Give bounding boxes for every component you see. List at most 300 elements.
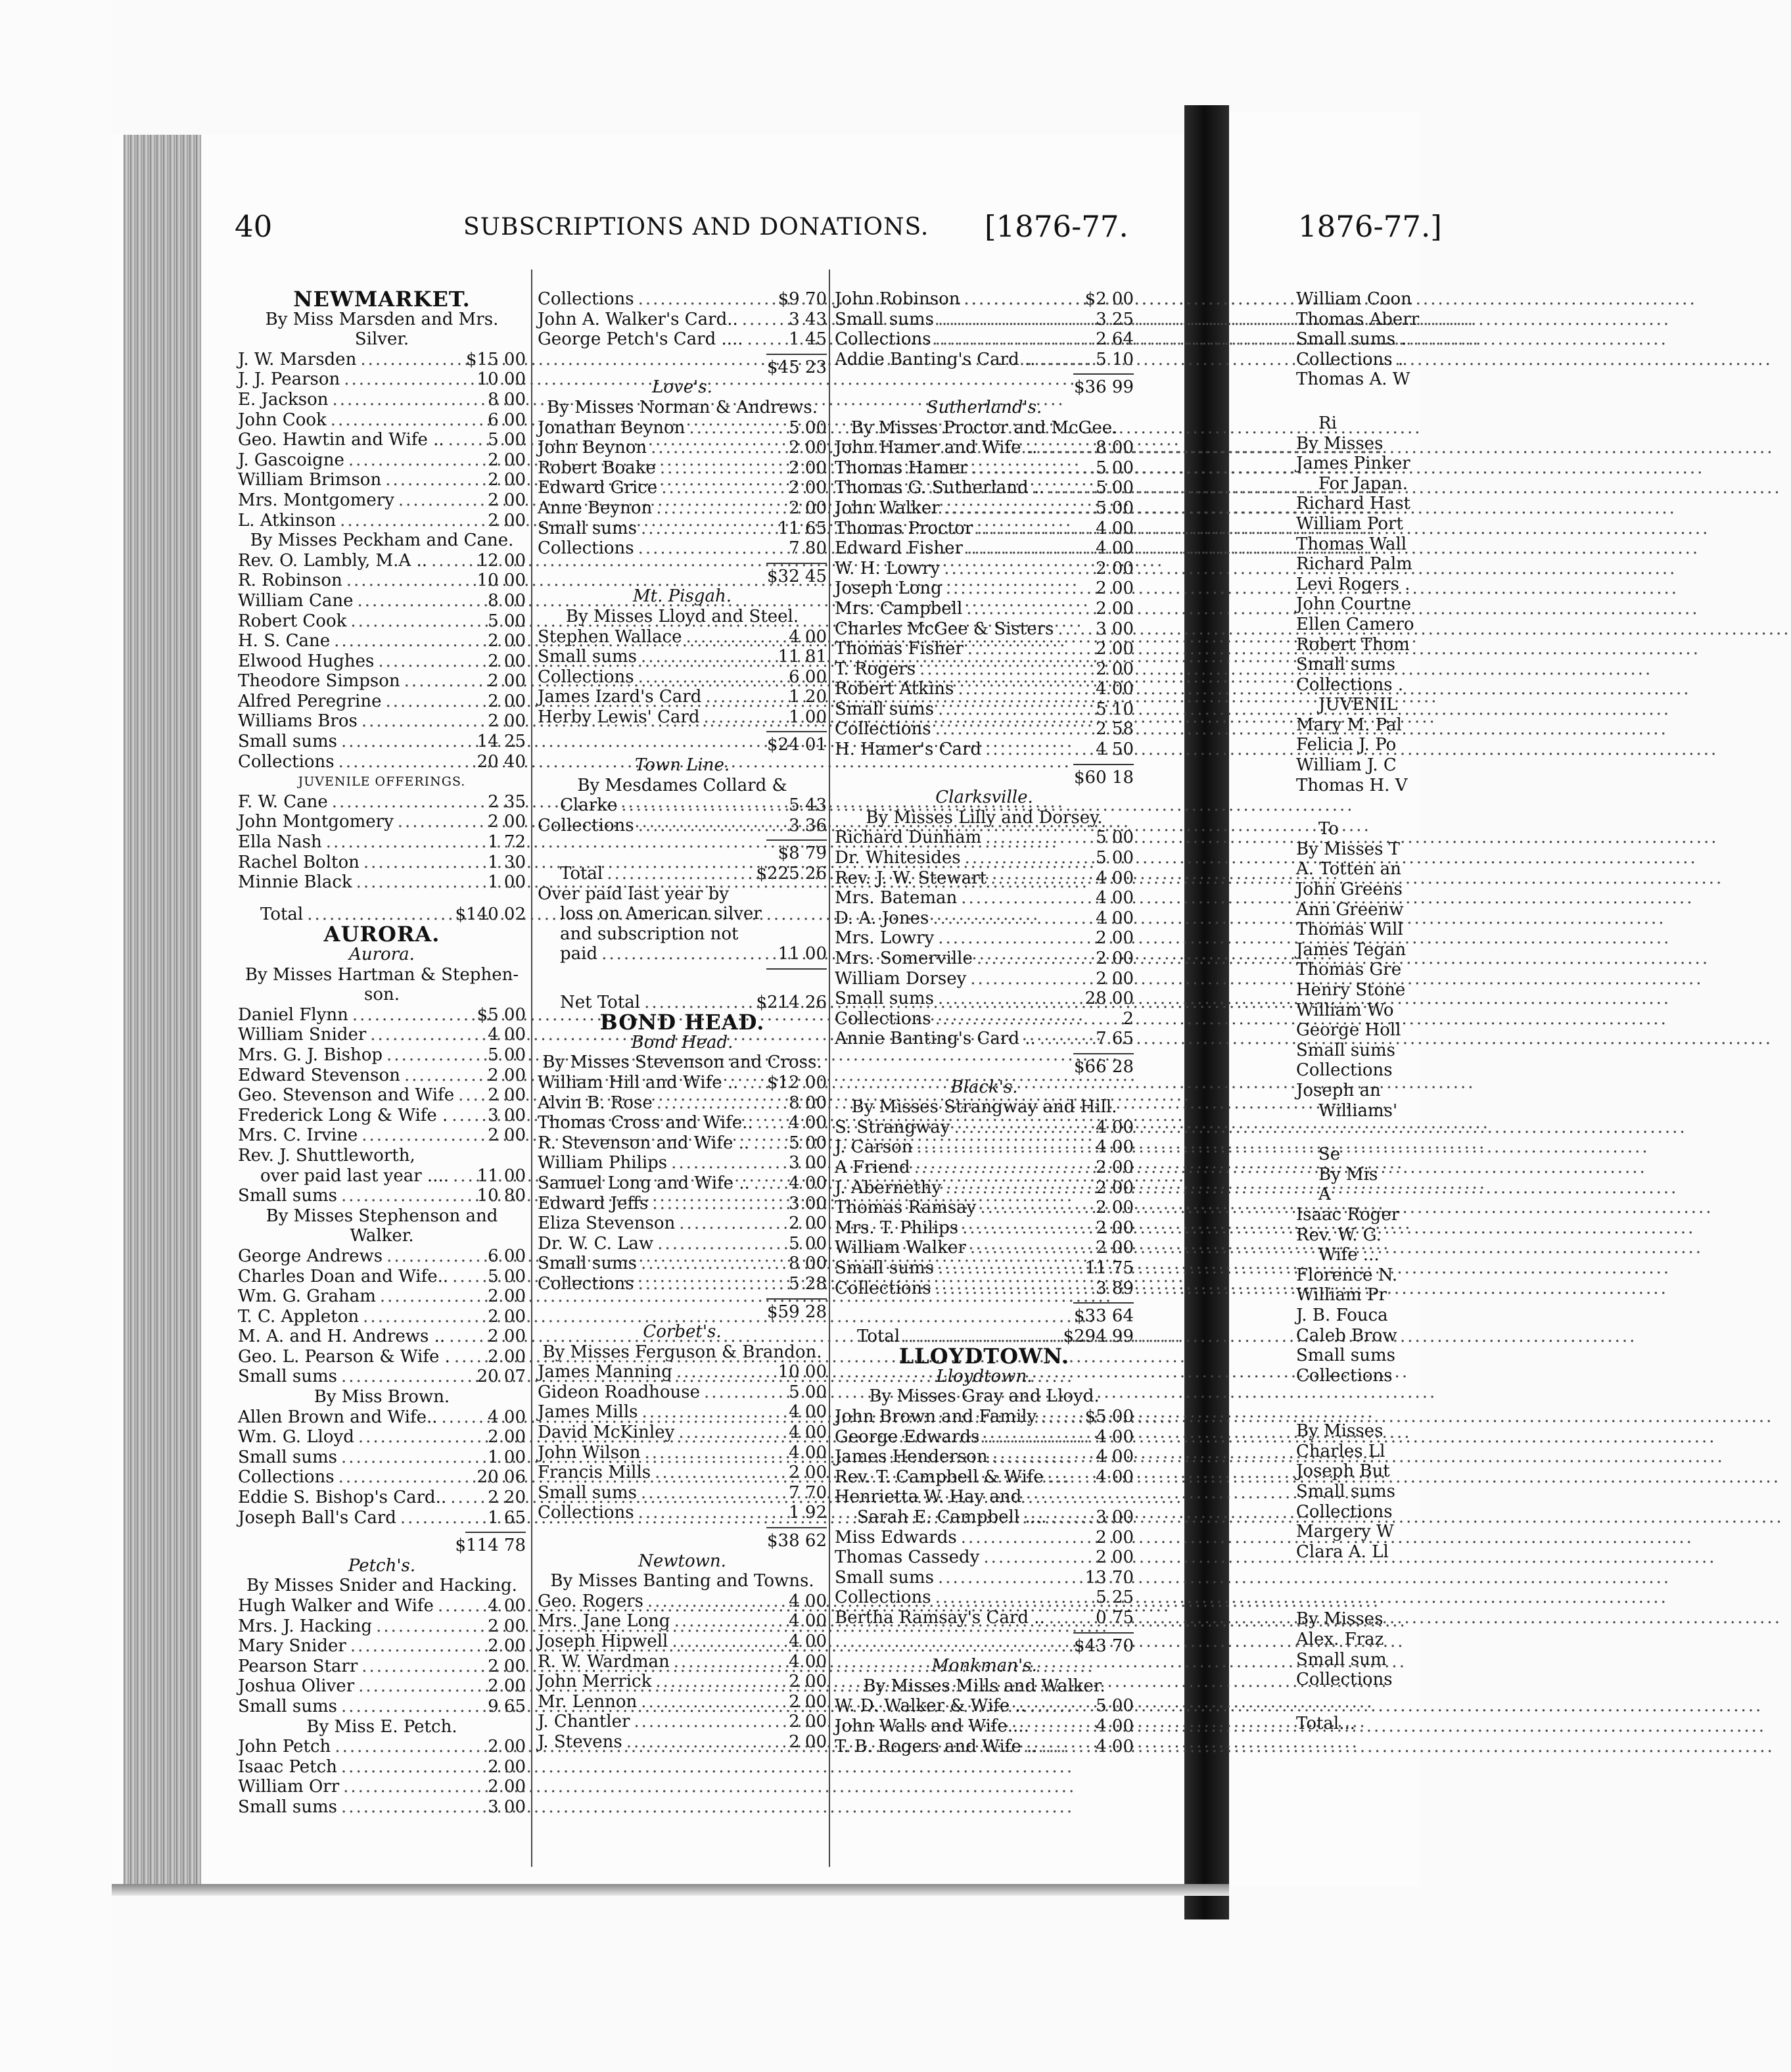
entry-row <box>238 551 526 571</box>
entry-row <box>538 519 827 539</box>
entry-amount: 8 00 <box>488 590 526 611</box>
text-line: Alex. Fraz <box>1296 1630 1384 1650</box>
location-heading: Town Line. <box>634 755 730 776</box>
entry-row <box>835 1467 1134 1488</box>
entry-amount: 3 00 <box>488 1797 526 1817</box>
entry-amount: 2 00 <box>789 438 827 458</box>
entry-amount: 2 00 <box>488 1616 526 1636</box>
entry-row <box>538 438 827 458</box>
location-heading: Lloydtown. <box>936 1366 1033 1386</box>
entry-row <box>238 1737 526 1757</box>
entry-name: Eliza Stevenson ..... <box>538 1213 762 1234</box>
entry-row <box>538 1483 827 1503</box>
entry-amount: 5 10 <box>1096 349 1134 369</box>
collector-line: By Misses Norman & Andrews. <box>547 397 818 417</box>
collector-line: By Misses Snider and Hacking. <box>246 1576 517 1596</box>
entry-row <box>835 619 1134 640</box>
entry-amount: 11 00 <box>477 1166 526 1186</box>
entry-name: Daniel Flynn ..... <box>238 1005 461 1025</box>
entry-row <box>835 559 1134 579</box>
text-line: Ann Greenw <box>1296 899 1404 920</box>
entry-name: John Walker ..... <box>835 498 1069 519</box>
entry-name: Total ..... <box>238 905 451 925</box>
entry-name: Total ..... <box>835 1327 1059 1347</box>
entry-row <box>238 853 526 873</box>
subtotal <box>538 839 827 864</box>
entry-row <box>538 1073 827 1093</box>
subtotal <box>835 1053 1134 1077</box>
text-line: Thomas Gre <box>1296 960 1402 980</box>
entry-name: Mrs. Lowry ..... <box>835 928 1069 949</box>
entry-row <box>238 1186 526 1206</box>
entry-row <box>238 1616 526 1637</box>
entry-amount: $214 26 <box>756 992 827 1012</box>
entry-amount: 11 81 <box>778 647 827 667</box>
entry-row <box>835 1118 1134 1138</box>
entry-name: L. Atkinson ..... <box>238 511 461 531</box>
entry-amount: 5 00 <box>789 417 827 438</box>
entry-row <box>835 1447 1134 1467</box>
entry-amount: 5 00 <box>1096 828 1134 848</box>
entry-amount: 4 00 <box>1096 1467 1134 1487</box>
entry-amount: 8 00 <box>1096 438 1134 458</box>
entry-name: Mrs. Montgomery ..... <box>238 490 461 511</box>
entry-row <box>835 1737 1134 1757</box>
entry-amount: 4 00 <box>1096 1736 1134 1756</box>
entry-amount: 2 00 <box>789 1712 827 1732</box>
entry-amount: 2 00 <box>789 1213 827 1234</box>
entry-amount: 4 00 <box>789 1173 827 1193</box>
text-line: J. B. Fouca <box>1296 1305 1388 1325</box>
entry-name: John Robinson ..... <box>835 289 1069 310</box>
entry-name: S. Strangway ..... <box>835 1118 1069 1138</box>
text-line: Small sums <box>1296 1482 1395 1502</box>
text-line: George Holl <box>1296 1020 1401 1041</box>
entry-name: George Petch's Card .... ..... <box>538 329 762 350</box>
entry-row <box>835 1608 1134 1628</box>
entry-amount: 2 00 <box>488 1656 526 1676</box>
entry-name: T. Rogers ..... <box>835 659 1069 680</box>
entry-row <box>238 905 526 925</box>
entry-name: Robert Boake ..... <box>538 458 762 479</box>
location-heading: Corbet's. <box>643 1322 722 1342</box>
entry-name: J. W. Marsden ..... <box>238 350 461 370</box>
entry-name: John Cook ..... <box>238 410 461 431</box>
entry-name: Collections ..... <box>238 1467 461 1488</box>
subtotal-amount: $33 64 <box>1074 1306 1134 1327</box>
entry-amount: 4 00 <box>1096 518 1134 538</box>
entry-name: Mrs. Somerville ..... <box>835 949 1069 969</box>
entry-amount: 2 00 <box>1096 1157 1134 1177</box>
subtotal <box>835 373 1134 398</box>
text-line: Collections <box>1296 1365 1393 1386</box>
entry-name: Thomas Cross and Wife.. ..... <box>538 1113 762 1133</box>
entry-amount: 3 36 <box>789 815 827 836</box>
entry-row <box>538 1113 827 1133</box>
entry-row <box>538 1503 827 1523</box>
entry-name: T. B. Rogers and Wife .. ..... <box>835 1737 1069 1757</box>
entry-amount: 2 00 <box>488 631 526 651</box>
entry-name: Geo. Rogers ..... <box>538 1591 762 1612</box>
entry-name: John Walls and Wife.... ..... <box>835 1716 1069 1737</box>
entry-name: David McKinley ..... <box>538 1423 762 1443</box>
entry-amount: 5 10 <box>1096 699 1134 719</box>
entry-row <box>835 1696 1134 1716</box>
entry-amount: 2 00 <box>488 691 526 711</box>
entry-row <box>238 1676 526 1697</box>
entry-row <box>238 1286 526 1307</box>
entry-row <box>238 1246 526 1267</box>
text-line: JUVENIL <box>1318 695 1398 715</box>
entry-name: William Brimson ..... <box>238 470 461 490</box>
entry-name: Hugh Walker and Wife ..... <box>238 1596 461 1616</box>
entry-row <box>238 1327 526 1347</box>
entry-amount: 2 00 <box>488 470 526 490</box>
subsection-caption: JUVENILE OFFERINGS. <box>298 774 466 789</box>
subtotal-amount: $24 01 <box>767 735 827 755</box>
entry-row <box>538 1213 827 1234</box>
column-1 <box>238 289 526 1818</box>
collector-line: By Misses Ferguson & Brandon. <box>542 1342 822 1362</box>
entry-name: W. H. Lowry ..... <box>835 559 1069 579</box>
entry-row <box>835 639 1134 659</box>
subtotal <box>538 563 827 587</box>
entry-amount: $225 26 <box>756 864 827 884</box>
entry-name: Wm. G. Lloyd ..... <box>238 1427 461 1448</box>
text-line: Clara A. Ll <box>1296 1542 1389 1562</box>
entry-name: over paid last year .... ..... <box>238 1166 461 1187</box>
entry-row <box>835 1029 1134 1049</box>
entry-amount: 4 00 <box>488 1596 526 1616</box>
entry-amount: 5 28 <box>789 1273 827 1294</box>
entry-amount: 0 75 <box>1096 1608 1134 1628</box>
entry-row <box>835 989 1134 1009</box>
entry-name: Thomas Ramsay ..... <box>835 1198 1069 1218</box>
entry-row <box>238 1697 526 1717</box>
entry-name: John Brown and Family ..... <box>835 1407 1069 1427</box>
text-line: Ri <box>1318 413 1337 433</box>
spacer <box>1296 1574 1428 1586</box>
collector-line: By Misses Banting and Towns. <box>550 1571 814 1591</box>
text-line: Isaac Roger <box>1296 1204 1400 1225</box>
entry-name: Mrs. Jane Long ..... <box>538 1611 762 1632</box>
right-page-year: 1876-77.] <box>1298 209 1442 244</box>
entry-amount: 2 00 <box>1096 968 1134 989</box>
entry-amount: 5 00 <box>789 1233 827 1254</box>
entry-name: Gideon Roadhouse ..... <box>538 1382 762 1403</box>
entry-name: R. Robinson ..... <box>238 571 461 591</box>
entry-row <box>238 1508 526 1528</box>
entry-amount: 28 00 <box>1084 989 1134 1009</box>
entry-amount: 4 00 <box>488 1407 526 1427</box>
entry-name: Francis Mills ..... <box>538 1463 762 1483</box>
text-line: Collections . <box>1296 674 1404 695</box>
entry-row <box>835 538 1134 559</box>
entry-amount: $5 00 <box>1084 1407 1134 1427</box>
collector-line: By Miss E. Petch. <box>306 1716 457 1737</box>
entry-row <box>538 667 827 688</box>
entry-amount: 5 43 <box>789 795 827 816</box>
collector-line: By Mesdames Collard & <box>577 775 787 795</box>
text-line: Robert Thom <box>1296 634 1410 655</box>
entry-row <box>835 1238 1134 1258</box>
entry-name: Alvin B. Rose ..... <box>538 1093 762 1114</box>
entry-name: Small sums ..... <box>238 1186 461 1206</box>
entry-amount: 7 80 <box>789 538 827 559</box>
entry-row <box>238 591 526 611</box>
entry-name: William Orr ..... <box>238 1777 461 1797</box>
entry-name: William Snider ..... <box>238 1025 461 1045</box>
text-line: James Tegan <box>1296 939 1407 960</box>
entry-name: George Edwards ..... <box>835 1427 1069 1448</box>
section-heading: LLOYDTOWN. <box>898 1344 1070 1369</box>
subtotal-amount: $38 62 <box>767 1531 827 1551</box>
entry-row <box>238 651 526 672</box>
subtotal-amount: $45 23 <box>767 357 827 377</box>
subtotal <box>538 731 827 755</box>
entry-amount: 1 00 <box>789 707 827 727</box>
entry-amount: 13 70 <box>1084 1567 1134 1588</box>
entry-amount: 2 00 <box>1096 1177 1134 1198</box>
entry-amount: 7 65 <box>1096 1029 1134 1049</box>
entry-row <box>238 1125 526 1146</box>
subtotal <box>835 1302 1134 1327</box>
entry-amount: 2 00 <box>488 1676 526 1697</box>
entry-amount: 2 00 <box>488 1346 526 1367</box>
entry-name: Dr. W. C. Law ..... <box>538 1234 762 1254</box>
entry-amount: 2 00 <box>789 1691 827 1712</box>
entry-amount: 4 00 <box>789 1442 827 1463</box>
entry-name: A Friend ..... <box>835 1158 1069 1178</box>
collector-line: By Misses Lilly and Dorsey. <box>866 807 1103 828</box>
collector-line: By Misses Gray and Lloyd. <box>869 1386 1100 1407</box>
section-heading: AURORA. <box>323 922 440 947</box>
entry-name: Small sums ..... <box>238 732 461 752</box>
entry-row <box>835 1279 1134 1299</box>
entry-name: R. W. Wardman ..... <box>538 1652 762 1672</box>
entry-amount: 8 00 <box>488 389 526 410</box>
location-heading: Mt. Pisgah. <box>633 586 732 607</box>
text-line: By Mis <box>1318 1164 1378 1185</box>
entry-row <box>835 848 1134 868</box>
entry-amount: 4 00 <box>1096 1447 1134 1467</box>
entry-name: J. J. Pearson ..... <box>238 369 461 390</box>
entry-amount: 12 00 <box>477 550 526 571</box>
entry-amount: 5 00 <box>1096 1696 1134 1716</box>
entry-name: James Mills ..... <box>538 1402 762 1423</box>
entry-row <box>835 1158 1134 1178</box>
entry-name: James Izard's Card ..... <box>538 687 762 707</box>
entry-name: Wm. G. Graham ..... <box>238 1286 461 1307</box>
entry-row <box>238 1066 526 1086</box>
entry-name: Minnie Black ..... <box>238 872 461 893</box>
entry-name: T. C. Appleton ..... <box>238 1307 461 1327</box>
text-line: Thomas Aberr <box>1296 309 1420 329</box>
entry-amount: 2 00 <box>1096 1198 1134 1218</box>
column-2 <box>538 289 827 1753</box>
entry-row <box>538 993 827 1013</box>
entry-name: Richard Dunham ..... <box>835 828 1069 848</box>
text-line: Thomas H. V <box>1296 775 1408 795</box>
entry-name: Collections ..... <box>835 1588 1069 1608</box>
entry-row <box>538 458 827 479</box>
entry-amount: 1 20 <box>789 687 827 707</box>
entry-row <box>538 1194 827 1214</box>
entry-row <box>835 329 1134 350</box>
entry-name: Thomas G. Sutherland .. ..... <box>835 478 1069 498</box>
text-line: Small sums <box>1296 655 1395 675</box>
subtotal-amount: $66 28 <box>1074 1056 1134 1077</box>
entry-row <box>238 490 526 511</box>
subtotal-amount: $43 70 <box>1074 1636 1134 1656</box>
text-line: Small sums <box>1296 1346 1395 1366</box>
entry-amount: 1 65 <box>488 1507 526 1528</box>
entry-name: Bertha Ramsay's Card .. ..... <box>835 1608 1069 1628</box>
page-title: SUBSCRIPTIONS AND DONATIONS. <box>463 214 929 241</box>
entry-amount: 4 50 <box>1096 740 1134 760</box>
entry-amount: 10 00 <box>477 571 526 591</box>
entry-name: Addie Banting's Card .. ..... <box>835 350 1069 370</box>
entry-amount: 2 00 <box>1096 1547 1134 1568</box>
entry-row <box>238 611 526 632</box>
entry-name: Rachel Bolton ..... <box>238 853 461 873</box>
entry-name: W. D. Walker & Wife .. ..... <box>835 1696 1069 1716</box>
entry-name: William Cane ..... <box>238 591 461 611</box>
entry-row <box>238 1797 526 1818</box>
location-heading: Monkman's. <box>931 1656 1037 1676</box>
entry-name: J. Chantler ..... <box>538 1712 762 1732</box>
entry-name: Total ..... <box>538 864 752 884</box>
entry-amount: 20 06 <box>477 1467 526 1488</box>
entry-row <box>538 1632 827 1652</box>
spacer <box>1296 807 1428 819</box>
entry-amount: 5 00 <box>488 430 526 450</box>
entry-amount: 4 00 <box>789 1423 827 1443</box>
entry-row <box>238 1045 526 1066</box>
entry-name: John Montgomery ..... <box>238 812 461 832</box>
entry-row <box>538 418 827 438</box>
spacer <box>1296 1597 1428 1609</box>
entry-name: Dr. Whitesides ..... <box>835 848 1069 868</box>
entry-amount: 5 25 <box>1096 1588 1134 1608</box>
entry-row <box>238 1025 526 1045</box>
entry-row <box>835 719 1134 740</box>
spacer <box>1296 1121 1428 1133</box>
entry-amount: 4 00 <box>488 1025 526 1045</box>
collector-line: By Misses Mills and Walker. <box>863 1676 1105 1696</box>
entry-amount: 2 64 <box>1096 329 1134 350</box>
entry-name: Geo. L. Pearson & Wife . ..... <box>238 1347 461 1367</box>
text-line: Collections <box>1296 1060 1393 1081</box>
text-line: By Misses <box>1296 1421 1384 1442</box>
entry-row <box>538 1254 827 1274</box>
entry-amount: 2 00 <box>488 1737 526 1757</box>
entry-amount: 1 92 <box>789 1503 827 1523</box>
entry-name: Miss Edwards ..... <box>835 1528 1069 1548</box>
entry-amount: 2 35 <box>488 791 526 812</box>
entry-row <box>238 1085 526 1106</box>
entry-amount: 10 00 <box>477 369 526 390</box>
location-heading: Clarksville. <box>935 788 1033 808</box>
entry-name: Small sums ..... <box>835 989 1069 1009</box>
entry-amount: 2 00 <box>1096 928 1134 949</box>
entry-row <box>238 350 526 370</box>
entry-row <box>835 1178 1134 1198</box>
entry-row <box>238 812 526 832</box>
entry-name: Collections ..... <box>835 1009 1069 1029</box>
entry-name: William Philips ..... <box>538 1153 762 1173</box>
text-line: Collections <box>1296 1670 1393 1690</box>
entry-name: Samuel Long and Wife .. ..... <box>538 1173 762 1194</box>
entry-name: Charles Doan and Wife.. ..... <box>238 1267 461 1287</box>
entry-name: Robert Atkins ..... <box>835 679 1069 699</box>
entry-amount: 6 00 <box>488 1246 526 1266</box>
text-line: James Pinker <box>1296 454 1410 474</box>
entry-amount: 2 00 <box>488 1286 526 1307</box>
text-line: Collections <box>1296 1501 1393 1522</box>
entry-row <box>835 699 1134 720</box>
entry-row <box>238 1367 526 1387</box>
text-line: Rev. W. G. <box>1296 1225 1382 1245</box>
entry-row <box>238 1005 526 1025</box>
text-line: Joseph an <box>1296 1080 1381 1100</box>
entry-name: R. Stevenson and Wife .. ..... <box>538 1133 762 1154</box>
entry-name: M. A. and H. Andrews .. ..... <box>238 1327 461 1347</box>
entry-amount: 14 25 <box>477 732 526 752</box>
entry-row <box>238 732 526 752</box>
entry-amount: 2 00 <box>488 671 526 692</box>
entry-row <box>238 832 526 853</box>
entry-name: Small sums ..... <box>538 1254 762 1274</box>
entry-amount: 3 43 <box>789 309 827 329</box>
entry-name: Edward Stevenson ..... <box>238 1066 461 1086</box>
entry-amount: 2 00 <box>488 711 526 732</box>
page-year: [1876-77. <box>985 209 1128 244</box>
text-line: William Coon <box>1296 289 1412 309</box>
entry-amount: $5 00 <box>477 1004 526 1025</box>
entry-amount: 2 00 <box>1096 578 1134 599</box>
entry-name: Geo. Stevenson and Wife ..... <box>238 1085 461 1106</box>
location-heading: Sutherland's. <box>926 397 1042 417</box>
entry-amount: 2 00 <box>488 651 526 671</box>
text-line: Margery W <box>1296 1522 1394 1542</box>
spacer <box>1296 1133 1428 1144</box>
entry-amount: 7 70 <box>789 1482 827 1503</box>
entry-amount: 10 00 <box>778 1362 827 1382</box>
column-3 <box>835 289 1134 1756</box>
entry-row <box>538 1362 827 1382</box>
subtotal <box>538 1527 827 1551</box>
entry-name: Mary Snider ..... <box>238 1636 461 1657</box>
entry-amount: 2 00 <box>1096 949 1134 968</box>
entry-row <box>238 1636 526 1657</box>
text-line: William Wo <box>1296 1000 1394 1020</box>
entry-amount: 4 00 <box>1096 868 1134 888</box>
entry-amount: 3 00 <box>1096 619 1134 639</box>
entry-amount: 5 00 <box>488 1266 526 1286</box>
entry-row <box>538 1133 827 1154</box>
entry-amount: 4 00 <box>1096 679 1134 699</box>
entry-name: J. Stevens ..... <box>538 1732 762 1753</box>
entry-name: Small sums ..... <box>238 1367 461 1387</box>
location-heading: Love's. <box>652 377 712 398</box>
entry-row <box>835 659 1134 680</box>
entry-row <box>538 1591 827 1612</box>
entry-row <box>238 1488 526 1508</box>
entry-name: H. Hamer's Card ..... <box>835 740 1069 760</box>
entry-amount: 1 45 <box>789 329 827 350</box>
entry-amount: 2 00 <box>1096 1217 1134 1238</box>
